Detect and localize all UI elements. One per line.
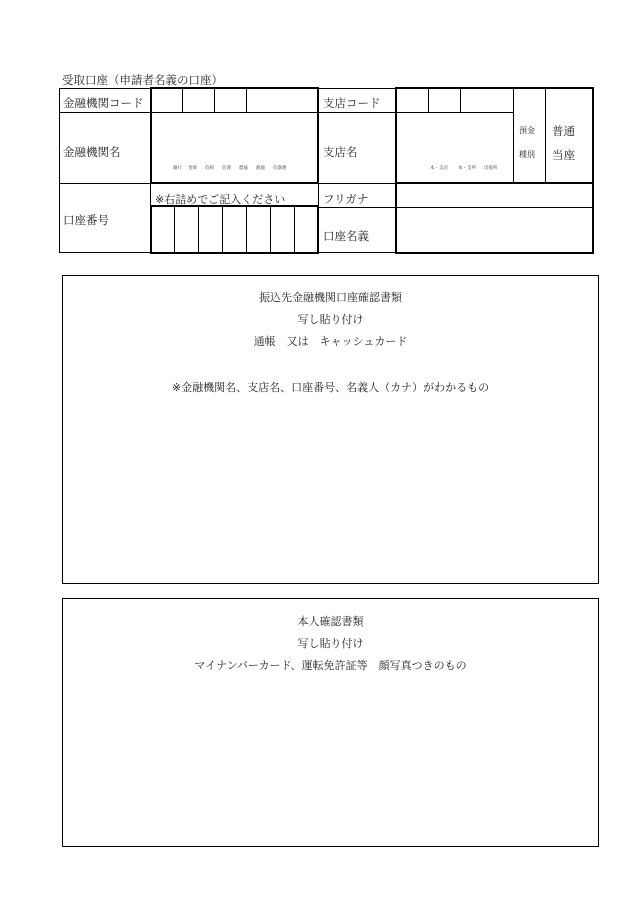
branch-code-label: 支店コード: [323, 96, 381, 110]
bank-doc-types: 通帳 又は キャッシュカード: [253, 335, 408, 348]
bank-type-label: 漁協: [256, 166, 265, 171]
bank-document-paste-area[interactable]: [62, 275, 599, 584]
deposit-type-label-2: 種別: [519, 150, 535, 159]
section-title: 受取口座（申請者名義の口座）: [62, 73, 223, 87]
id-doc-instruction: 写し貼り付け: [297, 637, 364, 650]
bank-doc-instruction: 写し貼り付け: [297, 313, 364, 326]
bank-code-label: 金融機関コード: [63, 96, 144, 110]
deposit-type-checking[interactable]: 当座: [552, 148, 575, 162]
branch-type-label: 本・支店: [430, 166, 448, 171]
id-doc-title: 本人確認書類: [297, 615, 364, 628]
bank-doc-note: ※金融機関名、支店名、口座番号、名義人（カナ）がわかるもの: [171, 381, 490, 394]
account-holder-box[interactable]: [395, 182, 594, 254]
branch-type-label: 出張所: [484, 166, 498, 171]
deposit-type-label-1: 預金: [519, 126, 535, 135]
bank-type-label: 信漁連: [273, 166, 287, 171]
id-doc-types: マイナンバーカード、運転免許証等 顔写真つきのもの: [194, 659, 467, 672]
account-number-label: 口座番号: [63, 213, 109, 227]
deposit-type-ordinary[interactable]: 普通: [552, 124, 575, 138]
bank-type-label: 金庫: [188, 166, 197, 171]
bank-type-label: 農協: [239, 166, 248, 171]
furigana-label: フリガナ: [323, 192, 369, 206]
bank-type-label: 信連: [222, 166, 231, 171]
id-document-paste-area[interactable]: [62, 598, 599, 847]
branch-type-label: 本・支所: [458, 166, 476, 171]
right-align-note: ※右詰めでご記入ください: [155, 193, 286, 206]
bank-name-label: 金融機関名: [63, 145, 121, 159]
branch-name-label: 支店名: [323, 145, 358, 159]
bank-doc-title: 振込先金融機関口座確認書類: [259, 291, 402, 304]
bank-type-label: 銀行: [173, 166, 182, 171]
account-holder-label: 口座名義: [323, 229, 369, 243]
bank-type-label: 信組: [205, 166, 214, 171]
